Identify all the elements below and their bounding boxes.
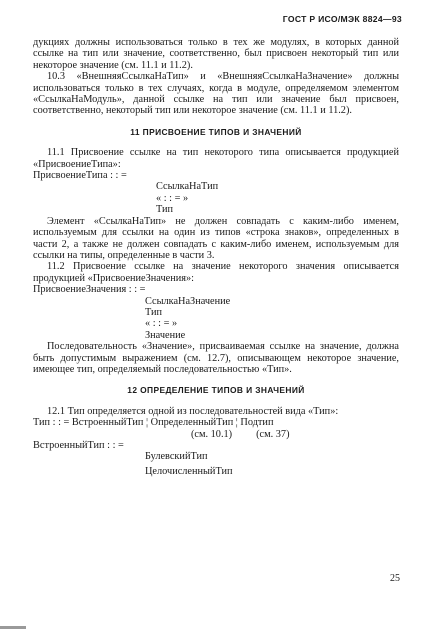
running-header: ГОСТ Р ИСО/МЭК 8824—93 [282,14,402,24]
reference-row [33,429,399,440]
section-heading: 11 ПРИСВОЕНИЕ ТИПОВ И ЗНАЧЕНИЙ [130,126,302,137]
paragraph: 10.3 «ВнешняяСсылкаНаТип» и «ВнешняяСсылкаНаЗначение» должны использоваться только в тех случаях, когда в модуле, определяемом элементом «СсылкаНаМодуль», данной ссылке на тип или значение был присвоен, соответственно, некоторый тип или некоторое значение (см. 11.1 и 11.2). [33,71,399,117]
type-production: Тип : : = ВстроенныйТип ¦ ОпределенныйТип ¦ Подтип [33,417,274,429]
paragraph: 11.2 Присвоение ссылке на значение некоторого значения описывается продукцией «ПрисвоениеЗначения»: [33,261,399,284]
paragraph: 12.1 Тип определяется одной из последовательностей вида «Тип»: [47,405,339,417]
reference: (см. 37) [256,428,290,440]
production-lhs: ВстроенныйТип : : = [33,440,124,451]
production-item: Значение [145,329,186,341]
production-item: Тип [145,306,163,318]
production-item: « : : = » [156,192,189,204]
paragraph: дукциях должны использоваться только в тех же модулях, в которых данной ссылке на тип или значение, соответственно, был присвоен некоторый тип или некоторое значение (см. 11.1 и 11.2). [33,37,399,71]
paragraph: Элемент «СсылкаНаТип» не должен совпадать с каким-либо именем, используемым для ссылки на один из типов «строка знаков», определенных в части 2, а также не должен совпадать с каким-либо именем, используемым для ссылки на типы, определенные в части 3. [33,215,399,261]
production-item: СсылкаНаТип [156,181,219,193]
page-number: 25 [390,573,400,584]
production-item: СсылкаНаЗначение [145,295,231,307]
section-heading: 12 ОПРЕДЕЛЕНИЕ ТИПОВ И ЗНАЧЕНИЙ [127,385,305,396]
production-lhs: ПрисвоениеЗначения : : = [33,284,146,296]
production-item: БулевскийТип [145,451,208,463]
paragraph: 11.1 Присвоение ссылке на тип некоторого типа описывается продукцией «ПрисвоениеТипа»: [33,147,399,170]
scan-mark [0,626,26,629]
page-content [33,37,399,477]
production-item: ЦелочисленныйТип [145,465,233,477]
production-lhs: ПрисвоениеТипа : : = [33,170,127,182]
production-item: Тип [156,204,174,216]
production-item: « : : = » [145,318,178,330]
paragraph: Последовательность «Значение», присваиваемая ссылке на значение, должна быть допустимым выражением (см. 12.7), описывающем некоторое значение, имеющее тип, определяемый последовательностью «Тип». [33,341,399,375]
reference: (см. 10.1) [191,428,233,440]
